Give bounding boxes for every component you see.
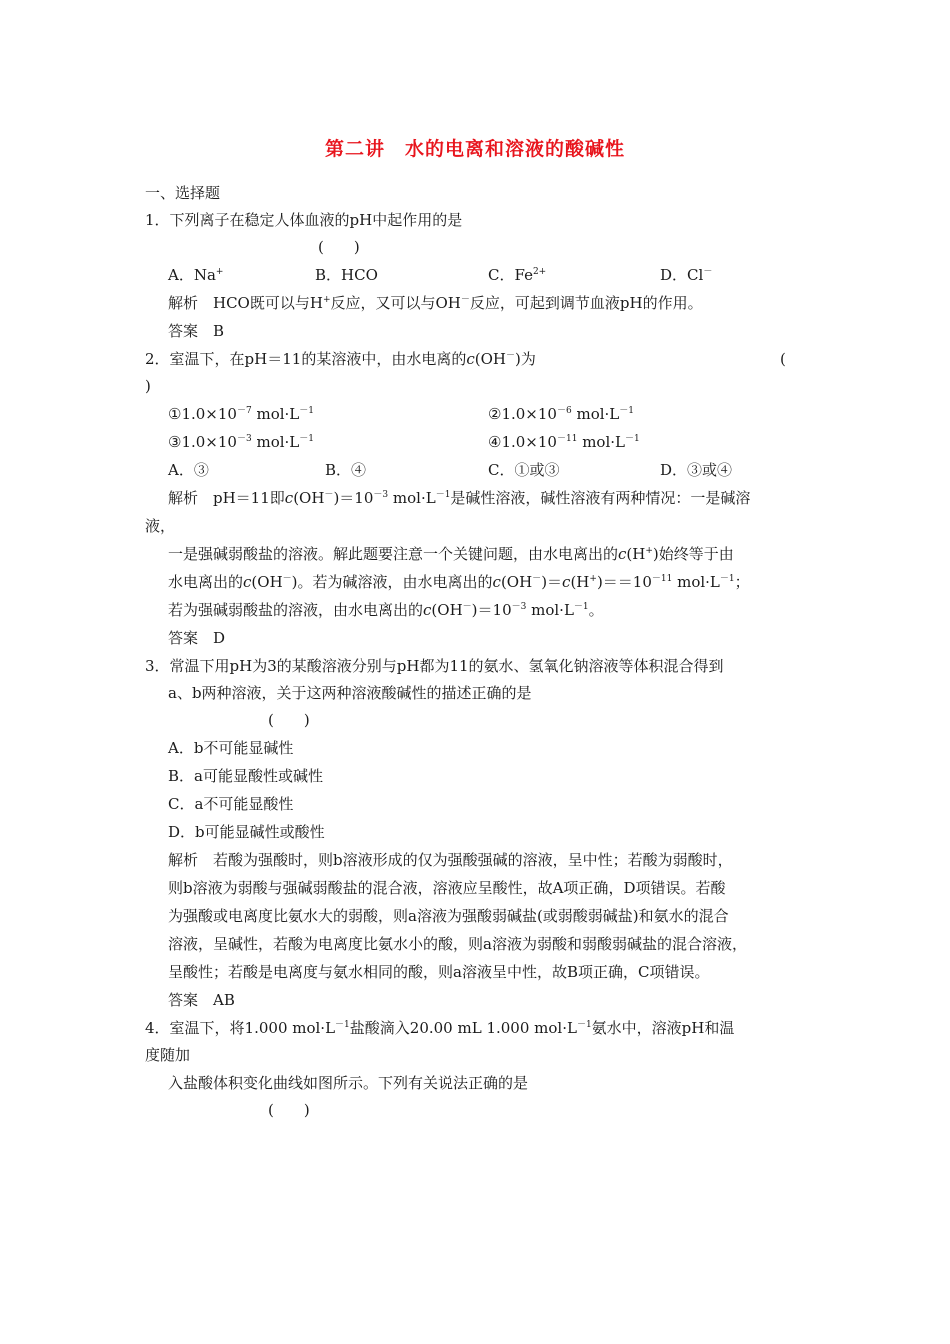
q1-option-a: A．Na+ xyxy=(168,266,224,284)
q4-answer-paren: ( ) xyxy=(268,1101,310,1119)
q3-analysis-line-5: 呈酸性；若酸是电离度与氨水相同的酸，则a溶液呈中性，故B项正确，C项错误。 xyxy=(168,963,710,981)
q1-option-b: B．HCO xyxy=(315,266,378,284)
q2-analysis-line-2: 液， xyxy=(145,517,176,535)
q2-paren-open: ( xyxy=(780,350,786,368)
q4-stem-line-3: 入盐酸体积变化曲线如图所示。下列有关说法正确的是 xyxy=(168,1074,529,1092)
q2-analysis-line-4: 水电离出的c(OH－)。若为碱溶液，由水电离出的$c(OH^-)=c(H^+)==10^{-11}$ $mol\cdot L^{-1}$； xyxy=(168,573,750,591)
q2-item-3: $③1.0\times 10^{-3}$ $mol\cdot L^{-1}$ xyxy=(168,433,314,451)
q2-option-c: C．①或③ xyxy=(488,461,560,479)
q2-answer: 答案 D xyxy=(168,629,226,647)
q4-stem-line-1: 4．室温下，将1.000 $mol\cdot L^{-1}$盐酸滴入20.00 mL 1.000 $mol\cdot L^{-1}$氨水中，溶液pH和温 xyxy=(145,1019,735,1037)
q3-analysis-line-2: 则b溶液为弱酸与强碱弱酸盐的混合液，溶液应呈酸性，故A项正确，D项错误。若酸 xyxy=(168,879,726,897)
page-title: 第二讲 水的电离和溶液的酸碱性 xyxy=(324,138,625,160)
q3-option-c: C．a不可能显酸性 xyxy=(168,795,294,813)
q3-stem-line-2: a、b两种溶液，关于这两种溶液酸碱性的描述正确的是 xyxy=(168,684,532,702)
q1-analysis: 解析 HCO既可以与H+反应，又可以与OH－反应，可起到调节血液pH的作用。 xyxy=(168,294,703,312)
q1-stem: 1．下列离子在稳定人体血液的pH中起作用的是 xyxy=(145,211,463,229)
q2-option-a: A．③ xyxy=(168,461,209,479)
q3-option-d: D．b可能显碱性或酸性 xyxy=(168,823,325,841)
q3-answer: 答案 AB xyxy=(168,991,235,1009)
q2-item-4: $④1.0\times 10^{-11}$ $mol\cdot L^{-1}$ xyxy=(488,433,640,451)
section-heading: 一、选择题 xyxy=(145,184,221,202)
q2-analysis-line-1: 解析 pH＝11即$c(OH^-)=10^{-3}$ $mol\cdot L^{-1}$是碱性溶液，碱性溶液有两种情况：一是碱溶 xyxy=(168,489,751,507)
q1-option-c: C．$Fe^{2+}$ xyxy=(488,266,547,284)
q1-answer: 答案 B xyxy=(168,322,225,340)
q2-item-2: $②1.0\times 10^{-6}$ $mol\cdot L^{-1}$ xyxy=(488,405,634,423)
q2-item-1: $①1.0\times 10^{-7}$ $mol\cdot L^{-1}$ xyxy=(168,405,314,423)
q2-analysis-line-3: 一是强碱弱酸盐的溶液。解此题要注意一个关键问题，由水电离出的c(H+)始终等于由 xyxy=(168,545,734,563)
q3-analysis-line-1: 解析 若酸为强酸时，则b溶液形成的仅为强酸强碱的溶液，呈中性；若酸为弱酸时， xyxy=(168,851,733,869)
q3-option-a: A．b不可能显碱性 xyxy=(168,739,294,757)
q1-option-d: D．Cl－ xyxy=(660,266,713,284)
q2-paren-close: ) xyxy=(145,377,151,395)
q3-option-b: B．a可能显酸性或碱性 xyxy=(168,767,323,785)
q3-stem-line-1: 3．常温下用pH为3的某酸溶液分别与pH都为11的氨水、氢氧化钠溶液等体积混合得到 xyxy=(145,657,724,675)
q3-answer-paren: ( ) xyxy=(268,711,310,729)
q3-analysis-line-3: 为强酸或电离度比氨水大的弱酸，则a溶液为强酸弱碱盐(或弱酸弱碱盐)和氨水的混合 xyxy=(168,907,729,925)
q2-option-d: D．③或④ xyxy=(660,461,733,479)
q1-answer-paren: ( ) xyxy=(318,238,360,256)
q2-stem: 2．室温下，在pH＝11的某溶液中，由水电离的c(OH－)为 xyxy=(145,350,536,368)
q2-option-b: B．④ xyxy=(325,461,367,479)
q4-stem-line-2: 度随加 xyxy=(145,1046,191,1064)
q2-analysis-line-5: 若为强碱弱酸盐的溶液，由水电离出的$c(OH^-)=10^{-3}$ $mol\cdot L^{-1}$。 xyxy=(168,601,604,619)
q3-analysis-line-4: 溶液，呈碱性，若酸为电离度比氨水小的酸，则a溶液为弱酸和弱酸弱碱盐的混合溶液， xyxy=(168,935,747,953)
